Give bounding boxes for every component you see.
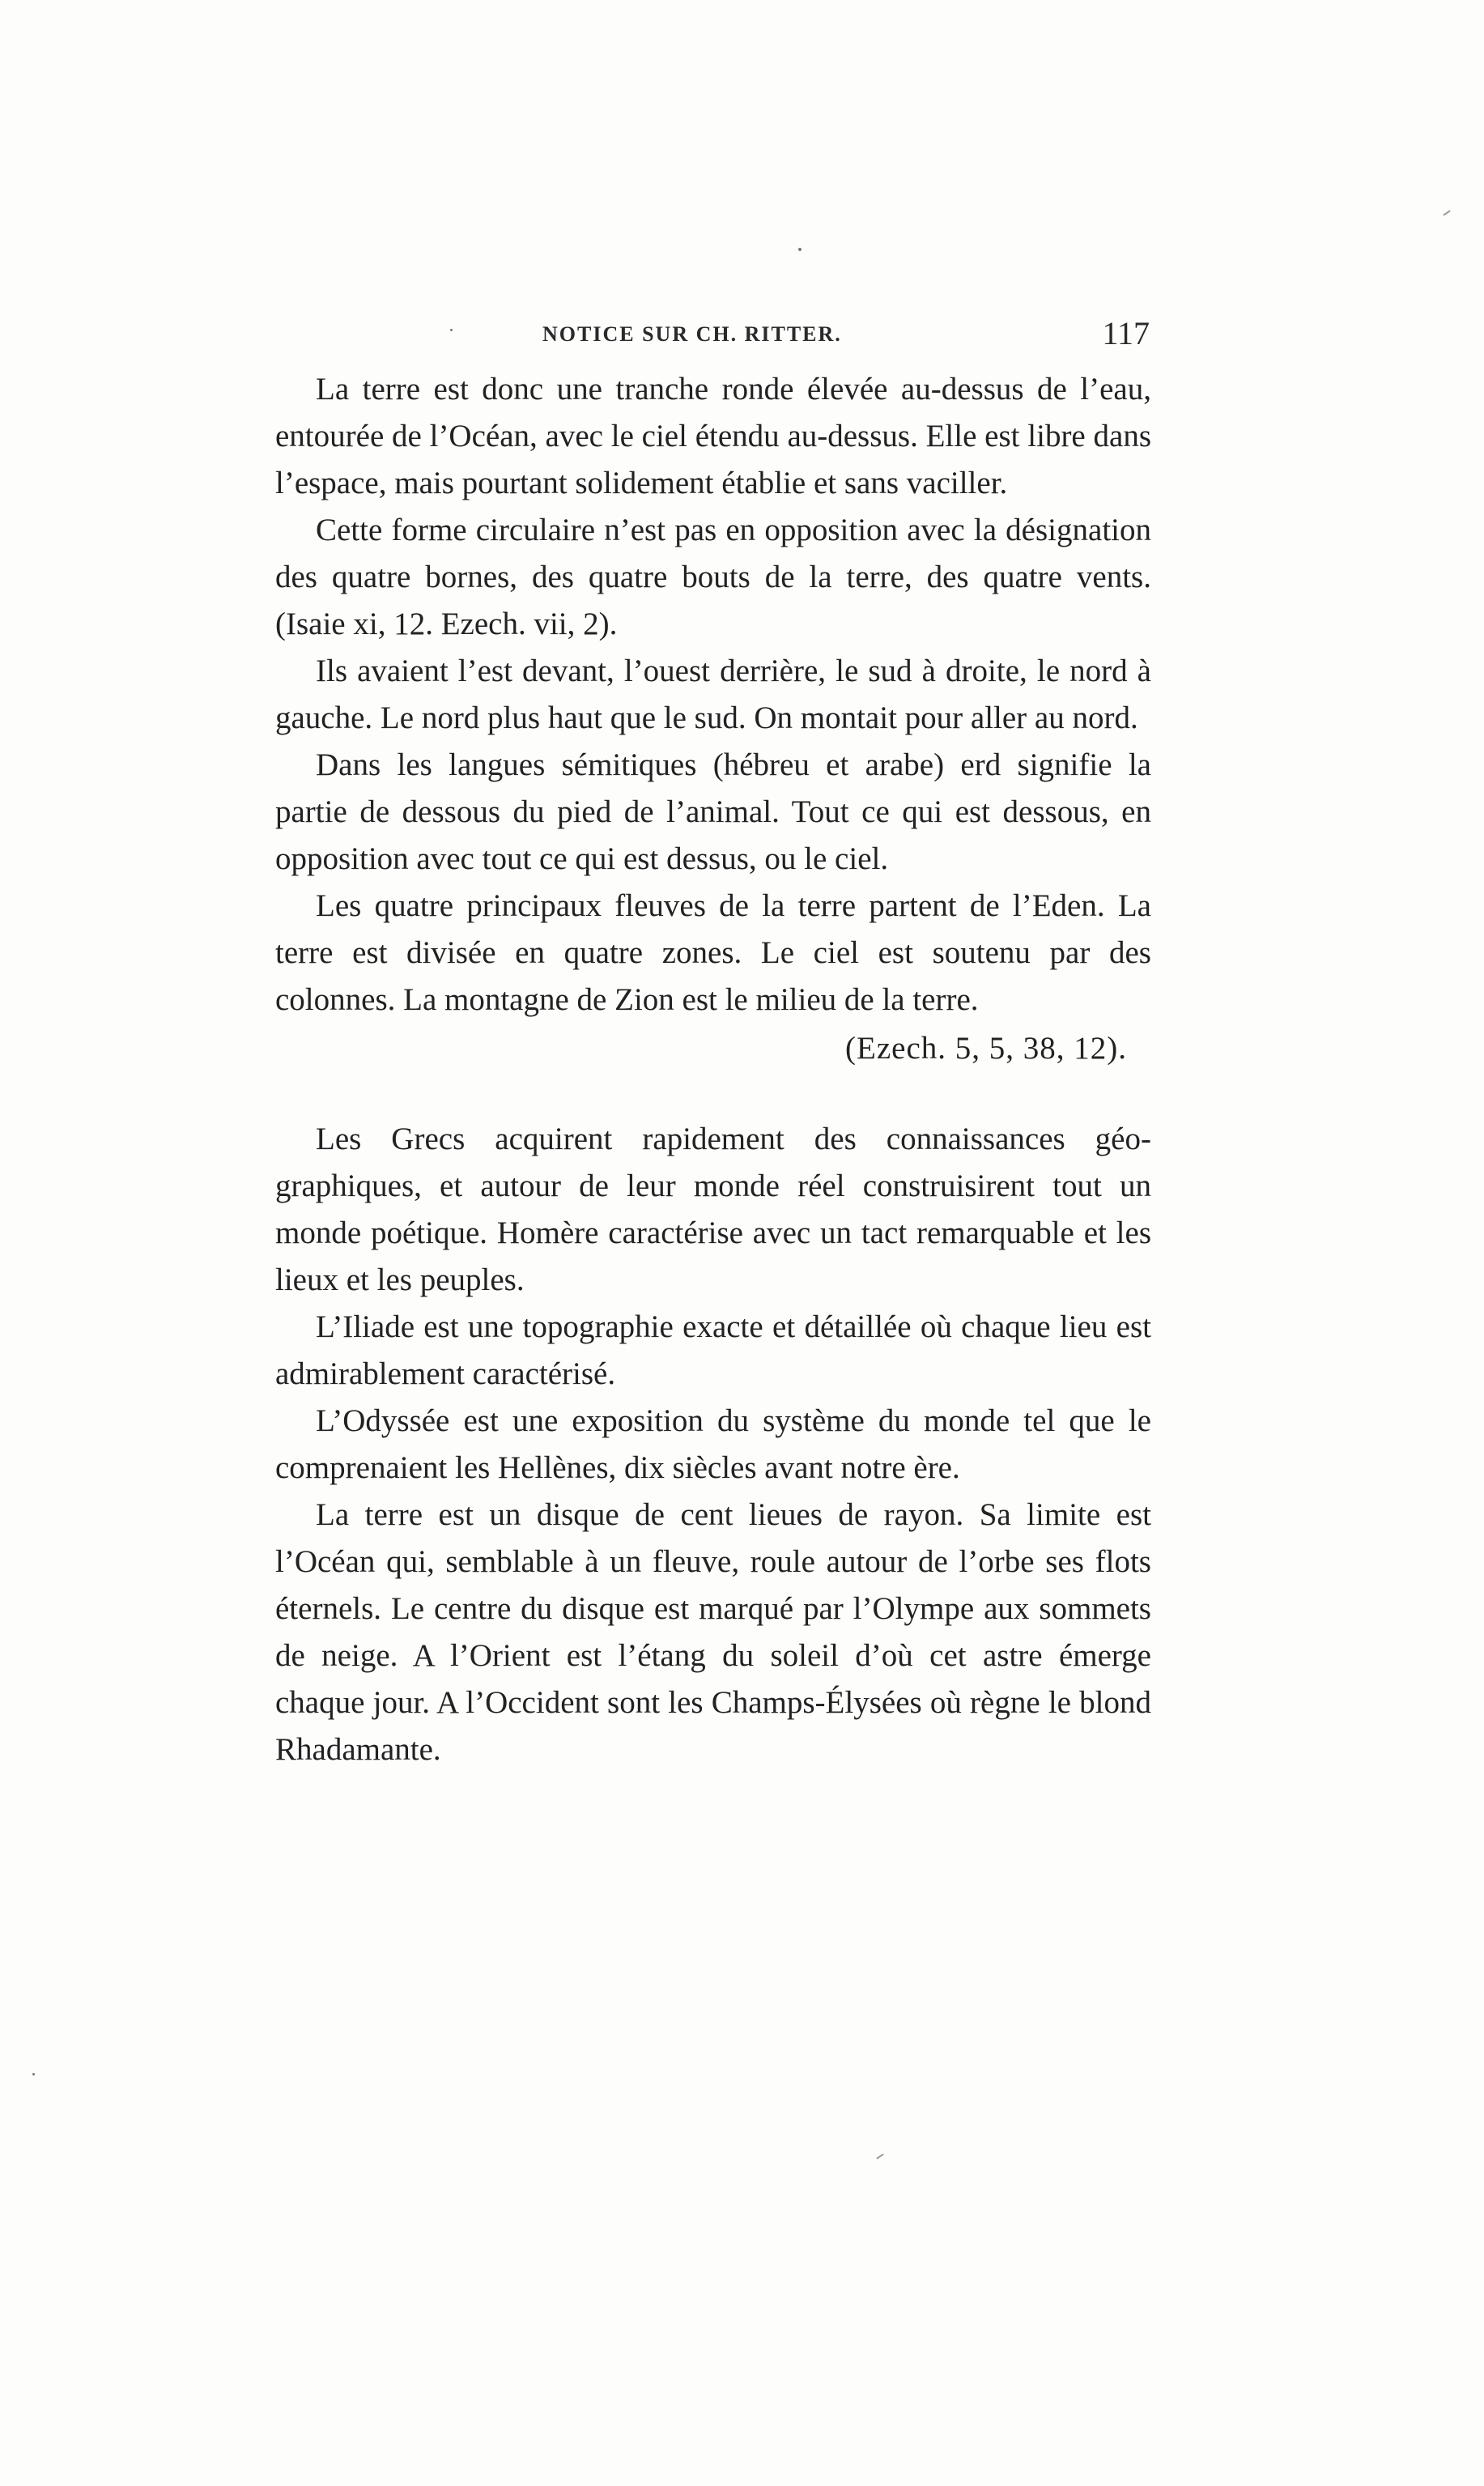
page-header (275, 317, 1150, 366)
paragraph: La terre est un disque de cent lieues de rayon. Sa limite est l’Océan qui, semblable à un fleuve, roule autour de l’orbe ses flots éternels. Le centre du disque est marqué par l’Olympe aux sommets de neige. A l’Orient est l’étang du soleil d’où cet astre émerge chaque jour. A l’Occident sont les Champs-Élysées où règne le blond Rhadamante. (275, 1497, 1151, 1767)
paragraph: Les Grecs acquirent rapidement des connaissances géographiques, et autour de leur monde réel construisirent tout un monde poétique. Homère caractérise avec un tact remarquable et les lieux et les peuples. (275, 1122, 1151, 1297)
body-text (275, 366, 1151, 1773)
paragraph: L’Odyssée est une exposition du système du monde tel que le comprenaient les Hellènes, dix siècles avant notre ère. (275, 1403, 1151, 1485)
running-title: NOTICE SUR CH. RITTER. (542, 322, 842, 346)
paragraph: La terre est donc une tranche ronde élevée au-dessus de l’eau, entourée de l’Océan, avec le ciel étendu au-dessus. Elle est libre dans l’espace, mais pourtant solidement établie et sans vaciller. (275, 372, 1151, 500)
paper-speck (798, 248, 802, 251)
paper-speck (32, 2073, 35, 2075)
section-gap (275, 1072, 1151, 1116)
page-number: 117 (1102, 315, 1150, 351)
paragraph: Ils avaient l’est devant, l’ouest derrière, le sud à droite, le nord à gauche. Le nord plus haut que le sud. On montait pour aller au nord. (275, 653, 1151, 735)
paper-mark (1443, 210, 1450, 215)
paragraph: Dans les langues sémitiques (hébreu et arabe) erd signifie la partie de dessous du pied de l’animal. Tout ce qui est dessous, en opposition avec tout ce qui est dessus, ou le ciel. (275, 747, 1151, 876)
paragraph: L’Iliade est une topographie exacte et détaillée où chaque lieu est admirablement caractérisé. (275, 1309, 1151, 1391)
citation: (Ezech. 5, 5, 38, 12). (845, 1031, 1127, 1066)
paper-mark (876, 2153, 883, 2159)
paragraph: Les quatre principaux fleuves de la terre partent de l’Eden. La terre est divisée en quatre zones. Le ciel est soutenu par des colonnes. La montagne de Zion est le milieu de la terre. (275, 888, 1151, 1017)
paragraph: Cette forme circulaire n’est pas en opposition avec la désignation des quatre bornes, des quatre bouts de la terre, des quatre vents. (Isaie xi, 12. Ezech. vii, 2). (275, 513, 1151, 641)
